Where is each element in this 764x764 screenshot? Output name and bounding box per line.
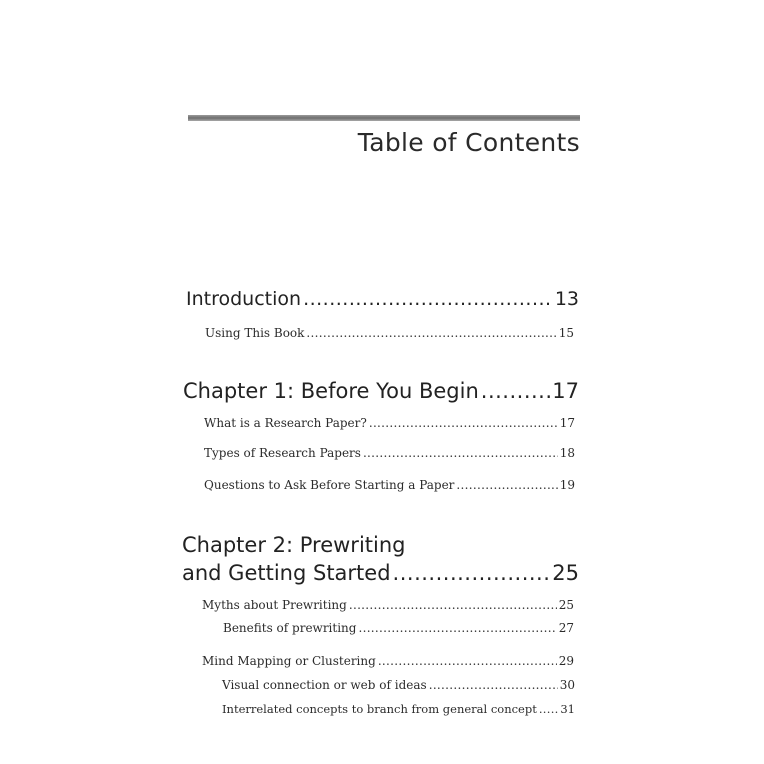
toc-page-number: 17 bbox=[559, 416, 575, 430]
toc-page-number: 30 bbox=[559, 678, 575, 692]
toc-entry-types-of-research-papers bbox=[204, 446, 575, 460]
toc-page-number: 25 bbox=[558, 598, 574, 612]
toc-page-number: 27 bbox=[558, 621, 574, 635]
dot-leader bbox=[306, 326, 556, 340]
toc-entry-what-is-research-paper bbox=[204, 416, 575, 430]
dot-leader bbox=[369, 416, 558, 430]
dot-leader bbox=[363, 446, 558, 460]
toc-item-title: Interrelated concepts to branch from general concept bbox=[222, 702, 537, 716]
toc-entry-interrelated-concepts bbox=[222, 702, 575, 716]
toc-chapter-title: Introduction bbox=[186, 288, 302, 310]
toc-item-title: What is a Research Paper? bbox=[204, 416, 367, 430]
toc-page-number: 31 bbox=[560, 702, 575, 716]
header-rule bbox=[188, 115, 580, 121]
toc-entry-benefits-of-prewriting bbox=[223, 621, 574, 635]
dot-leader bbox=[303, 288, 553, 310]
dot-leader bbox=[481, 379, 551, 403]
toc-item-title: Mind Mapping or Clustering bbox=[202, 654, 376, 668]
dot-leader bbox=[429, 678, 558, 692]
toc-entry-using-this-book bbox=[205, 326, 574, 340]
toc-entry-myths-about-prewriting bbox=[202, 598, 574, 612]
toc-item-title: Visual connection or web of ideas bbox=[222, 678, 427, 692]
page-title: Table of Contents bbox=[357, 128, 580, 157]
dot-leader bbox=[456, 478, 557, 492]
toc-page-number: 25 bbox=[552, 561, 579, 585]
toc-item-title: Benefits of prewriting bbox=[223, 621, 357, 635]
toc-page-number: 19 bbox=[559, 478, 575, 492]
toc-page-number: 15 bbox=[558, 326, 574, 340]
toc-entry-questions-before-starting bbox=[204, 478, 575, 492]
toc-chapter-title-line1: Chapter 2: Prewriting bbox=[182, 533, 406, 557]
dot-leader bbox=[358, 621, 556, 635]
toc-item-title: Types of Research Papers bbox=[204, 446, 361, 460]
dot-leader bbox=[349, 598, 557, 612]
toc-page-number: 29 bbox=[558, 654, 574, 668]
toc-item-title: Myths about Prewriting bbox=[202, 598, 347, 612]
toc-entry-chapter-2 bbox=[182, 561, 579, 585]
toc-chapter-title: Chapter 1: Before You Begin bbox=[183, 379, 479, 403]
toc-page-number: 18 bbox=[559, 446, 575, 460]
dot-leader bbox=[393, 561, 551, 585]
toc-entry-chapter-1 bbox=[183, 379, 579, 403]
toc-page-number: 17 bbox=[552, 379, 579, 403]
toc-entry-mind-mapping bbox=[202, 654, 574, 668]
toc-entry-introduction bbox=[186, 288, 579, 310]
toc-item-title: Questions to Ask Before Starting a Paper bbox=[204, 478, 455, 492]
dot-leader bbox=[539, 702, 559, 716]
toc-chapter-title-line2: and Getting Started bbox=[182, 561, 391, 585]
toc-entry-visual-connection bbox=[222, 678, 575, 692]
toc-item-title: Using This Book bbox=[205, 326, 305, 340]
dot-leader bbox=[378, 654, 557, 668]
toc-page-number: 13 bbox=[554, 288, 579, 310]
